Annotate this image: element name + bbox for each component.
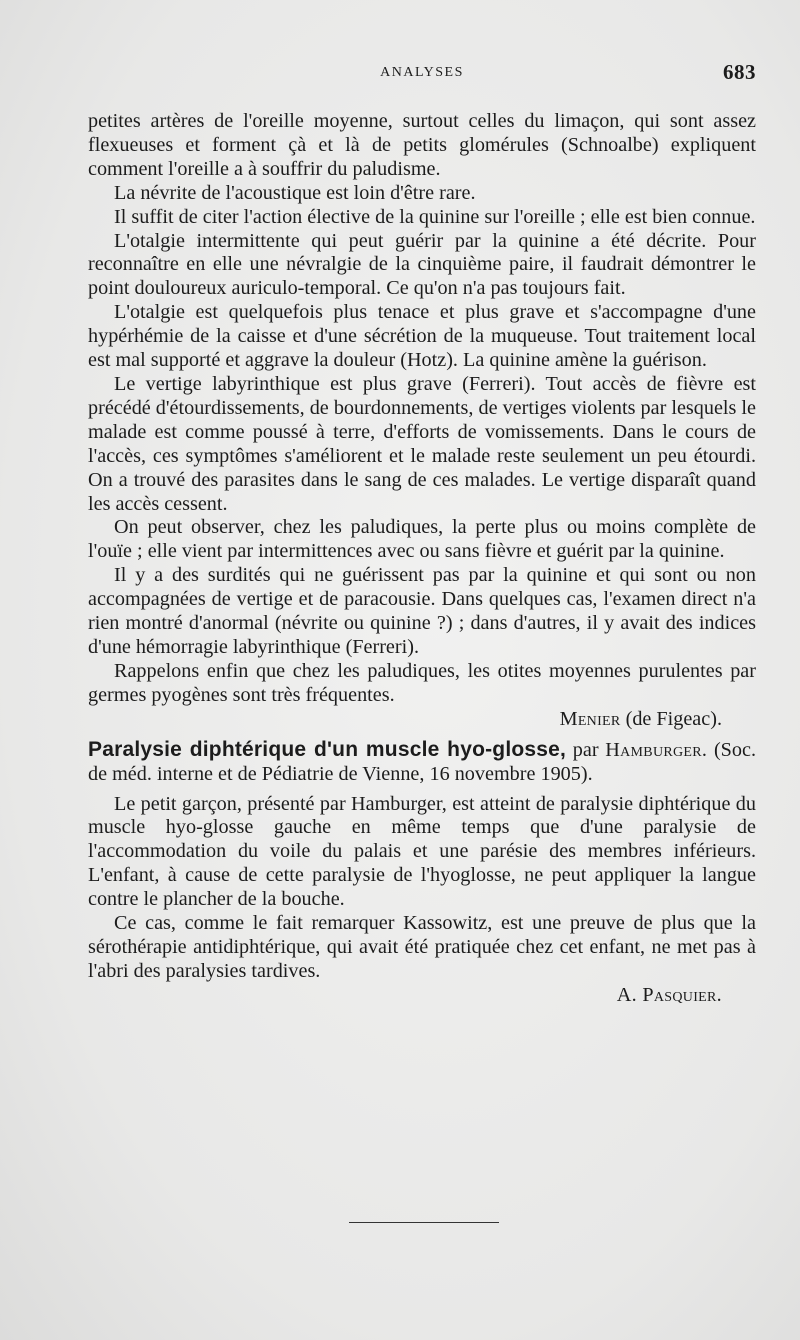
page-header (88, 62, 756, 90)
section-end-rule (349, 1222, 499, 1223)
paragraph: petites artères de l'oreille moyenne, surtout celles du limaçon, qui sont assez flexueuses et forment çà et là de petits glomérules (Schnoalbe) expliquent comment l'oreille a à souffrir du paludisme. (88, 110, 756, 180)
paragraph: Il y a des surdités qui ne guérissent pas par la quinine et qui sont ou non accompagnées de vertige et de paracousie. Dans quelques cas, l'examen direct n'a rien montré d'anormal (névrite ou quinine ?) ; dans d'autres, il y avait des indices d'une hémorragie labyrinthique (Ferreri). (88, 564, 756, 658)
article-source: (Soc. de méd. interne et de Pédiatrie de Vienne, 16 novembre 1905). (88, 738, 757, 786)
article-heading (88, 738, 756, 787)
article-author: Hamburger. (605, 738, 708, 761)
paragraph: Ce cas, comme le fait remarquer Kassowitz, est une preuve de plus que la sérothérapie antidiphtérique, qui avait été pratiquée chez cet enfant, ne met pas à l'abri des paralysies tardives. (88, 912, 756, 982)
signature-name: Menier (559, 707, 621, 730)
signature (88, 708, 756, 732)
paragraph: Le petit garçon, présenté par Hamburger, est atteint de paralysie diphtérique du muscle hyo-glosse gauche en même temps que d'une paralysie de l'accommodation du voile du palais et une parésie des membres inférieurs. L'enfant, à cause de cette paralysie de l'hyoglosse, ne peut appliquer la langue contre le plancher de la bouche. (88, 792, 756, 911)
signature-name: A. Pasquier. (616, 983, 722, 1006)
paragraph: La névrite de l'acoustique est loin d'être rare. (114, 181, 476, 204)
page-number: 683 (723, 60, 756, 84)
paragraph: Rappelons enfin que chez les paludiques, les otites moyennes purulentes par germes pyogènes sont très fréquentes. (88, 659, 756, 706)
article-by: par (572, 738, 599, 761)
running-head: ANALYSES (380, 65, 464, 80)
article-title: Paralysie diphtérique d'un muscle hyo-glosse, (88, 737, 567, 761)
paragraph: On peut observer, chez les paludiques, la perte plus ou moins complète de l'ouïe ; elle vient par intermittences avec ou sans fièvre et guérit par la quinine. (88, 516, 756, 563)
page-body (88, 110, 756, 1008)
paragraph: L'otalgie est quelquefois plus tenace et plus grave et s'accompagne d'une hypérhémie de la caisse et d'une sécrétion de la muqueuse. Tout traitement local est mal supporté et aggrave la douleur (Hotz). La quinine amène la guérison. (88, 301, 756, 372)
paragraph: Il suffit de citer l'action élective de la quinine sur l'oreille ; elle est bien connue. (114, 205, 756, 228)
signature-place: (de Figeac). (625, 707, 722, 730)
paragraph: Le vertige labyrinthique est plus grave (Ferreri). Tout accès de fièvre est précédé d'étourdissements, de bourdonnements, de vertiges violents par lesquels le malade est comme poussé à terre, d'efforts de vomissements. Dans le cours de l'accès, ces symptômes s'améliorent et le malade reste seulement un peu étourdi. On a trouvé des parasites dans le sang de ces malades. Le vertige disparaît quand les accès cessent. (88, 372, 756, 515)
signature (88, 984, 756, 1008)
paragraph: L'otalgie intermittente qui peut guérir par la quinine a été décrite. Pour reconnaître en elle une névralgie de la cinquième paire, il faudrait démontrer le point douloureux auriculo-temporal. Ce qu'on n'a pas toujours fait. (88, 229, 756, 300)
